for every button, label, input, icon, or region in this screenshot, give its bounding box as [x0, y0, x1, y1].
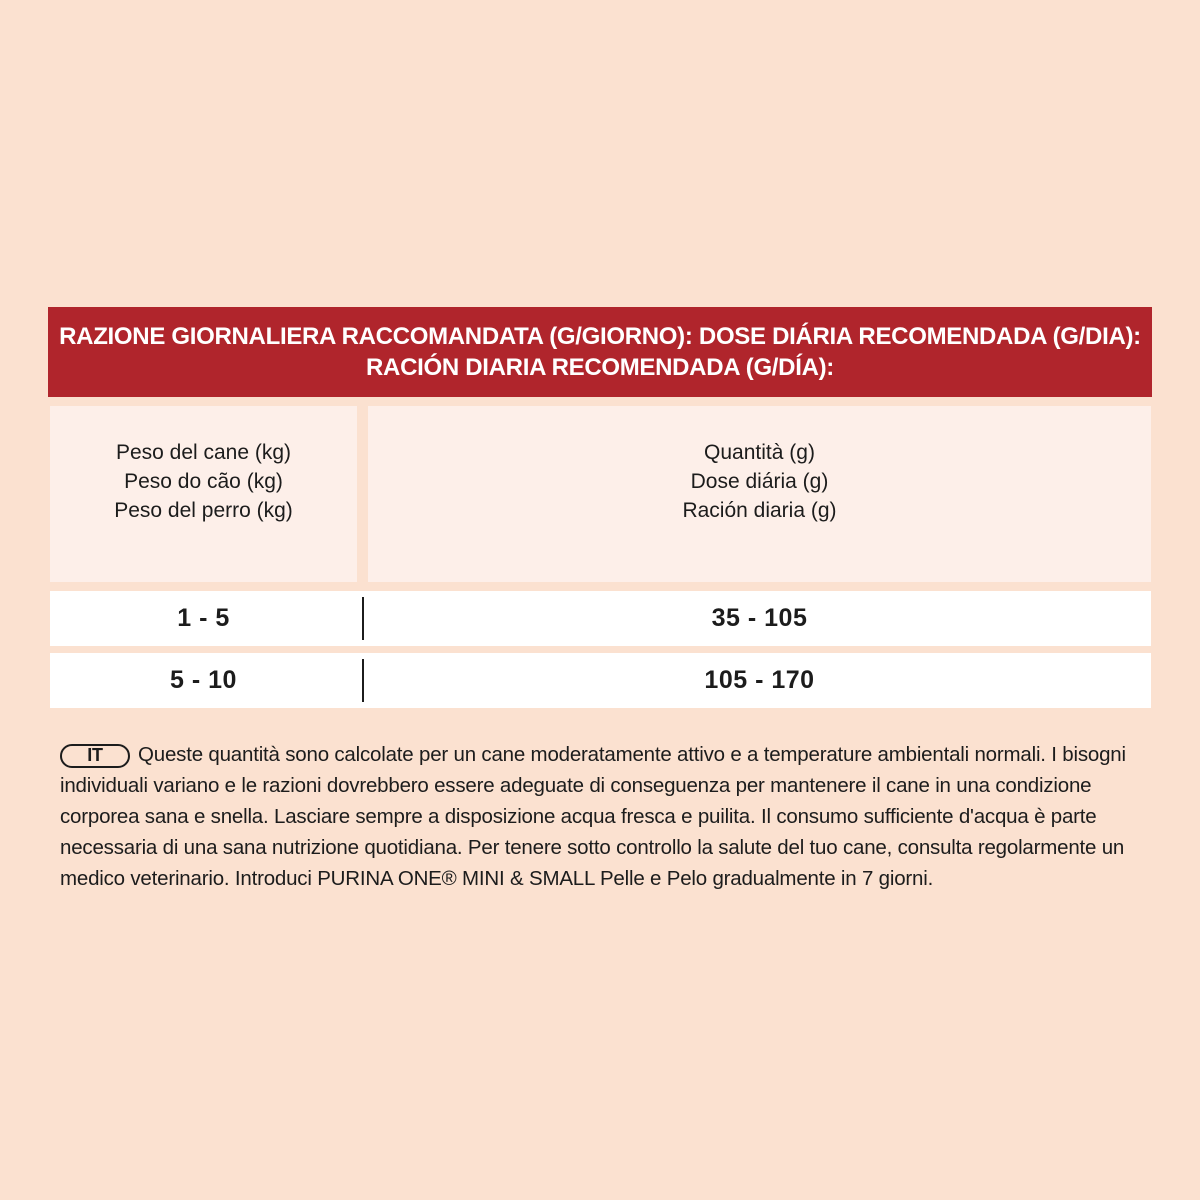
weight-header-pt: Peso do cão (kg) [124, 470, 283, 493]
quantity-header-es: Ración diaria (g) [682, 499, 837, 522]
weight-cell: 5 - 10 [170, 666, 237, 694]
weight-header-it: Peso del cane (kg) [115, 441, 292, 464]
language-badge: IT [60, 744, 130, 768]
title-line-2: RACIÓN DIARIA RECOMENDADA (G/DÍA): [366, 354, 834, 381]
weight-header-es: Peso del perro (kg) [114, 499, 293, 522]
feeding-table-title [48, 307, 1152, 397]
quantity-header-pt: Dose diária (g) [690, 470, 829, 493]
weight-column-header [50, 406, 357, 582]
table-row [50, 591, 1151, 646]
quantity-cell: 35 - 105 [711, 604, 808, 632]
note-text: Queste quantità sono calcolate per un cane moderatamente attivo e a temperature ambientali normali. I bisogni individuali variano e le razioni dovrebbero essere adeguate di conseguenza per mantenere il cane in una condizione corporea sana e snella. Lasciare sempre a disposizione acqua fresca e puilita. Il consumo sufficiente d'acqua è parte necessaria di una sana nutrizione quotidiana. Per tenere sotto controllo la salute del tuo cane, consulta regolarmente un medico veterinario. Introduci PURINA ONE® MINI & SMALL Pelle e Pelo gradualmente in 7 giorni. [60, 743, 1126, 890]
weight-cell: 1 - 5 [177, 604, 230, 632]
column-divider [362, 597, 364, 640]
quantity-column-header [368, 406, 1151, 582]
column-divider [362, 659, 364, 702]
feeding-note [60, 739, 1150, 894]
quantity-cell: 105 - 170 [704, 666, 815, 694]
quantity-header-it: Quantità (g) [704, 441, 815, 464]
table-row [50, 653, 1151, 708]
title-line-1: RAZIONE GIORNALIERA RACCOMANDATA (G/GIORNO): DOSE DIÁRIA RECOMENDADA (G/DIA): [59, 323, 1141, 350]
